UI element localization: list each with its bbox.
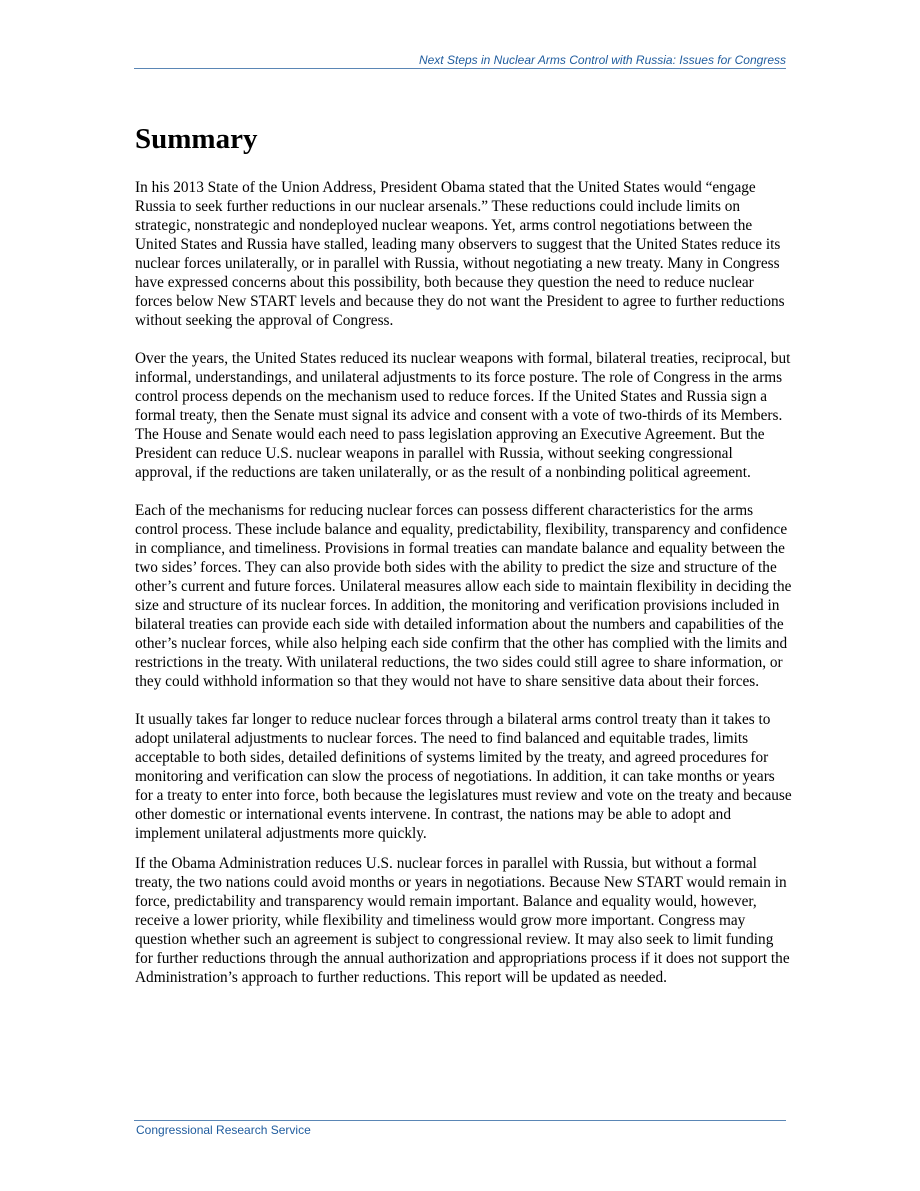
summary-paragraph-2: Over the years, the United States reduced its nuclear weapons with formal, bilateral treaties, reciprocal, but informal, understandings, and unilateral adjustments to its force posture. The role of Congress in the arms control process depends on the mechanism used to reduce forces. If the United States and Russia sign a formal treaty, then the Senate must signal its advice and consent with a vote of two-thirds of its Members. The House and Senate would each need to pass legislation approving an Executive Agreement. But the President can reduce U.S. nuclear weapons in parallel with Russia, without seeking congressional approval, if the reductions are taken unilaterally, or as the result of a nonbinding political agreement.	[135, 350, 791, 481]
running-header: Next Steps in Nuclear Arms Control with Russia: Issues for Congress	[418, 53, 786, 67]
summary-body	[135, 178, 793, 1006]
footer-organization: Congressional Research Service	[136, 1123, 311, 1137]
summary-paragraph-3: Each of the mechanisms for reducing nuclear forces can possess different characteristics for the arms control process. These include balance and equality, predictability, flexibility, transparency and confidence in compliance, and timeliness. Provisions in formal treaties can mandate balance and equality between the two sides’ forces. They can also provide both sides with the ability to predict the size and structure of the other’s current and future forces. Unilateral measures allow each side to maintain flexibility in deciding the size and structure of its nuclear forces. In addition, the monitoring and verification provisions included in bilateral treaties can provide each side with detailed information about the numbers and capabilities of the other’s nuclear forces, while also helping each side confirm that the other has complied with the limits and restrictions in the treaty. With unilateral reductions, the two sides could still agree to share information, or they could withhold information so that they would not have to share sensitive data about their forces.	[135, 502, 792, 690]
summary-paragraph-4: It usually takes far longer to reduce nuclear forces through a bilateral arms control treaty than it takes to adopt unilateral adjustments to nuclear forces. The need to find balanced and equitable trades, limits acceptable to both sides, detailed definitions of systems limited by the treaty, and agreed procedures for monitoring and verification can slow the process of negotiations. In addition, it can take months or years for a treaty to enter into force, both because the legislatures must review and vote on the treaty and because other domestic or international events intervene. In contrast, the nations may be able to adopt and implement unilateral adjustments more quickly.	[135, 711, 792, 842]
footer-divider	[134, 1120, 786, 1121]
summary-paragraph-5: If the Obama Administration reduces U.S. nuclear forces in parallel with Russia, but without a formal treaty, the two nations could avoid months or years in negotiations. Because New START would remain in force, predictability and transparency would remain important. Balance and equality would, however, receive a lower priority, while flexibility and timeliness would grow more important. Congress may question whether such an agreement is subject to congressional review. It may also seek to limit funding for further reductions through the annual authorization and appropriations process if it does not support the Administration’s approach to further reductions. This report will be updated as needed.	[135, 855, 790, 986]
page-title: Summary	[135, 123, 258, 155]
summary-paragraph-1: In his 2013 State of the Union Address, President Obama stated that the United States would “engage Russia to seek further reductions in our nuclear arsenals.” These reductions could include limits on strategic, nonstrategic and nondeployed nuclear weapons. Yet, arms control negotiations between the United States and Russia have stalled, leading many observers to suggest that the United States reduce its nuclear forces unilaterally, or in parallel with Russia, without negotiating a new treaty. Many in Congress have expressed concerns about this possibility, both because they question the need to reduce nuclear forces below New START levels and because they do not want the President to agree to further reductions without seeking the approval of Congress.	[135, 179, 785, 329]
header-divider	[134, 68, 786, 69]
